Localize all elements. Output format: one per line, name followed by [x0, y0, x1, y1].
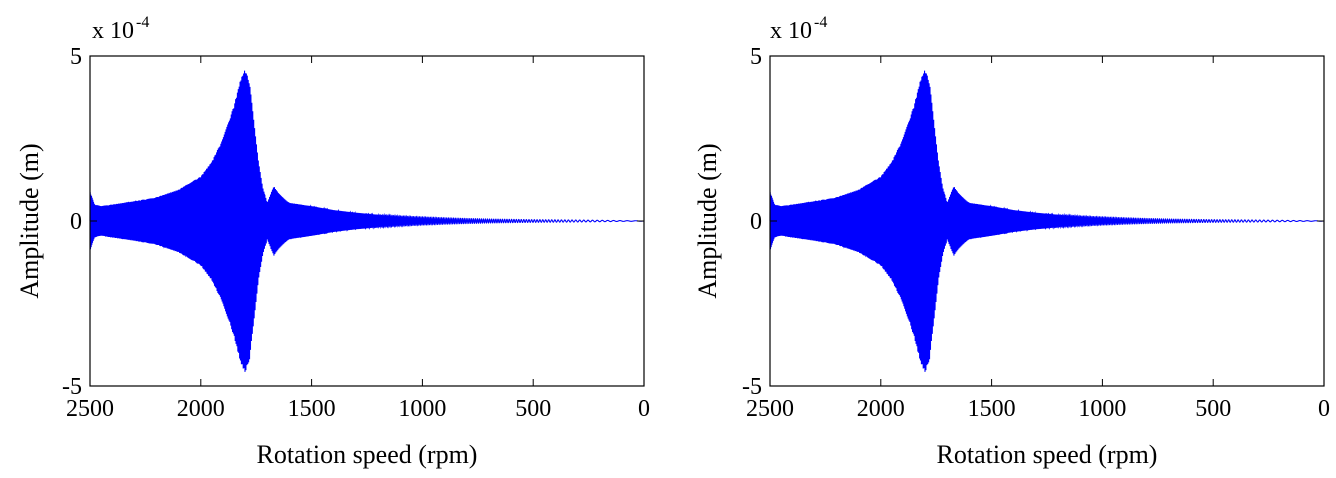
- x-tick-label: 1000: [1078, 396, 1127, 422]
- y-axis-label: Amplitude (m): [693, 143, 722, 299]
- x-tick-label: 1500: [287, 396, 336, 422]
- x-tick-label: 0: [638, 396, 650, 422]
- y-axis-label: Amplitude (m): [15, 143, 44, 299]
- signal-line: [90, 71, 644, 372]
- x-tick-label: 2500: [66, 396, 114, 422]
- x-tick-label: 2500: [746, 396, 794, 422]
- signal-path: [770, 71, 1324, 372]
- y-tick-labels: [742, 44, 762, 400]
- x-axis-label: Rotation speed (rpm): [256, 440, 478, 469]
- x-tick-label: 2000: [176, 396, 225, 422]
- x-tick-label: 0: [1318, 396, 1330, 422]
- y-scale-label: x 10 $^{-4}$: [770, 14, 828, 44]
- y-tick-label: -5: [62, 374, 82, 400]
- signal-path: [90, 71, 644, 372]
- y-tick-label: 0: [750, 209, 762, 235]
- y-scale-label: x 10 $^{-4}$: [92, 14, 150, 44]
- x-tick-label: 1500: [967, 396, 1016, 422]
- x-tick-label: 2000: [856, 396, 905, 422]
- x-axis-label: Rotation speed (rpm): [936, 440, 1158, 469]
- x-tick-labels: [66, 396, 650, 422]
- y-tick-label: 0: [70, 209, 82, 235]
- x-tick-label: 500: [515, 396, 552, 422]
- signal-line: [770, 71, 1324, 372]
- x-tick-labels: [746, 396, 1330, 422]
- y-tick-labels: [62, 44, 82, 400]
- x-tick-label: 500: [1195, 396, 1232, 422]
- y-tick-label: 5: [750, 44, 762, 70]
- y-tick-label: 5: [70, 44, 82, 70]
- chart-panel-right: [693, 14, 1330, 469]
- y-tick-label: -5: [742, 374, 762, 400]
- x-tick-label: 1000: [398, 396, 447, 422]
- chart-panel-left: [15, 14, 650, 469]
